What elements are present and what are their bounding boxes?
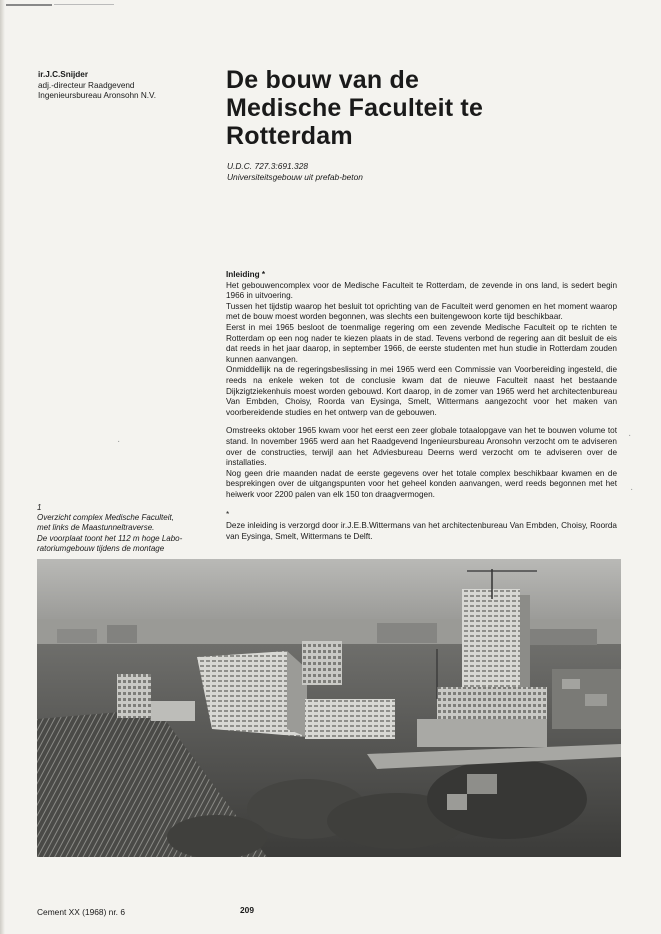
title-line-3: Rotterdam <box>226 122 353 150</box>
scan-speck: · <box>117 436 121 447</box>
aerial-photograph <box>37 559 621 857</box>
paragraph: Nog geen drie maanden nadat de eerste gegevens over het totale complex beschikbaar kwamen en de besprekingen over de uitgangspunten voor het geheel konden aanvangen, werd reeds begonnen met het heiwerk voor 2200 palen van elk 150 ton draagvermogen. <box>226 468 617 499</box>
paragraph: Eerst in mei 1965 besloot de toenmalige regering om een zevende Medische Faculteit op te richten te Rotterdam op een nog nader te kiezen plaats in de stad. Tevens verbond de regering aan dit besluit de eis dat reeds in het jaar daarop, in september 1966, de eerste studenten met hun studie in Rotterdam zouden kunnen aanvangen. <box>226 322 617 364</box>
udc-code: U.D.C. 727.3:691.328 <box>227 161 309 171</box>
top-rule-secondary <box>54 4 114 5</box>
title-line-2: Medische Faculteit te <box>226 94 484 122</box>
paragraph-gap <box>226 418 617 426</box>
title-line-1: De bouw van de <box>226 66 420 94</box>
footnote-text: Deze inleiding is verzorgd door ir.J.E.B.Wittermans van het architectenbureau Van Embden, Choisy, Roorda van Eysinga, Smelt, Wittermans te Delft. <box>226 521 617 541</box>
scan-speck: · <box>630 484 634 495</box>
caption-line-1: Overzicht complex Medische Faculteit, <box>37 513 174 523</box>
scan-speck: · <box>628 430 632 441</box>
paragraph: Het gebouwencomplex voor de Medische Faculteit te Rotterdam, de zevende in ons land, is sedert begin 1966 in uitvoering. <box>226 280 617 301</box>
paragraph: Omstreeks oktober 1965 kwam voor het eerst een zeer globale totaalopgave van het te bouwen volume tot stand. In november 1965 werd aan het Raadgevend Ingenieursbureau Aronsohn verzocht om te adviseren over de constructies, terwijl aan het Adviesbureau Deerns werd verzocht om te adviseren over de installaties. <box>226 426 617 468</box>
page-binding-edge <box>0 0 5 934</box>
paragraph: Onmiddellijk na de regeringsbeslissing in mei 1965 werd een Commissie van Voorbereiding ingesteld, die reeds na enkele weken tot de conclusie kwam dat de nieuwe Faculteit naast het bestaande Dijkzigtziekenhuis moest worden gebouwd. Kort daarop, in de zomer van 1965 werd het architectenbureau Van Embden, Choisy, Roorda van Eysinga, Smelt, Wittermans aangezocht voor het maken van voorbereidende studies en het ontwerp van de gebouwen. <box>226 365 617 417</box>
figure-caption <box>37 503 217 554</box>
article-body <box>226 270 617 542</box>
author-name: ir.J.C.Snijder <box>38 70 89 79</box>
subject-line: Universiteitsgebouw uit prefab-beton <box>227 171 363 182</box>
footnote-mark: * <box>226 510 230 520</box>
footnote-gap <box>226 500 617 510</box>
journal-reference: Cement XX (1968) nr. 6 <box>37 907 125 917</box>
top-rule <box>6 4 52 6</box>
caption-line-2: met links de Maastunneltraverse. <box>37 523 155 533</box>
caption-line-3: De voorplaat toont het 112 m hoge Labo- <box>37 533 183 543</box>
caption-line-4: ratoriumgebouw tijdens de montage <box>37 543 165 553</box>
aerial-photograph-drawing <box>37 559 621 857</box>
author-block <box>38 70 208 102</box>
section-heading: Inleiding * <box>226 270 266 279</box>
article-title <box>226 66 556 150</box>
page-number: 209 <box>240 905 254 915</box>
classification-block <box>227 161 527 182</box>
author-role: adj.-directeur Raadgevend <box>38 80 135 90</box>
paragraph: Tussen het tijdstip waarop het besluit tot oprichting van de Faculteit werd genomen en het moment waarop met de bouw moest worden begonnen, was slechts een buitengewoon korte tijd beschikbaar. <box>226 301 617 322</box>
author-company: Ingenieursbureau Aronsohn N.V. <box>38 91 157 100</box>
figure-number: 1 <box>37 503 42 512</box>
